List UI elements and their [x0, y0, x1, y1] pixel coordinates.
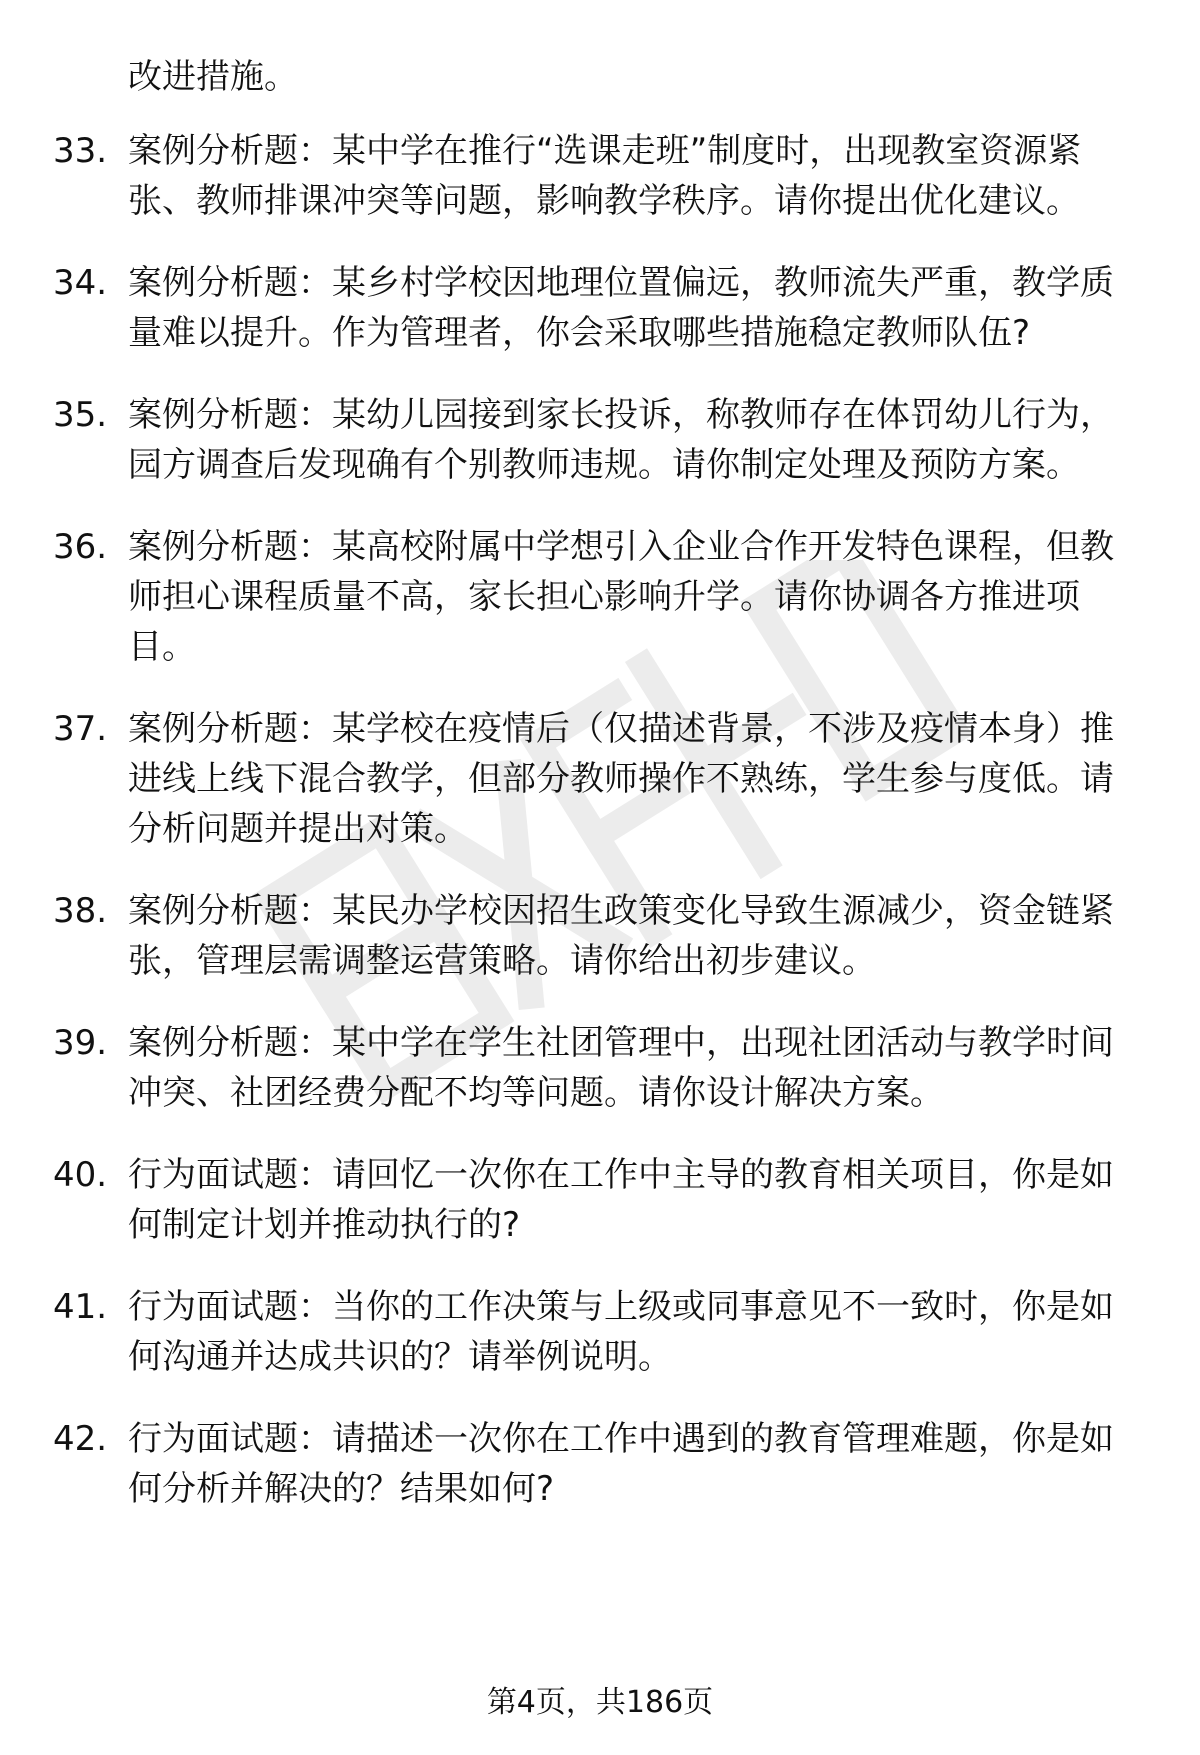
list-item: [53, 1018, 1138, 1118]
item-text: 行为面试题：当你的工作决策与上级或同事意见不一致时，你是如何沟通并达成共识的？请举例说明。: [128, 1287, 1114, 1377]
item-text: 案例分析题：某学校在疫情后（仅描述背景，不涉及疫情本身）推进线上线下混合教学，但部分教师操作不熟练，学生参与度低。请分析问题并提出对策。: [128, 709, 1114, 849]
list-item: [53, 258, 1138, 358]
item-text: 案例分析题：某中学在推行“选课走班”制度时，出现教室资源紧张、教师排课冲突等问题，影响教学秩序。请你提出优化建议。: [128, 131, 1082, 221]
page-footer: [0, 1683, 1200, 1723]
list-item: [53, 390, 1138, 490]
list-item: [53, 886, 1138, 986]
list-item: [53, 1414, 1138, 1514]
item-text: 案例分析题：某民办学校因招生政策变化导致生源减少，资金链紧张，管理层需调整运营策略。请你给出初步建议。: [128, 891, 1114, 981]
list-item: [53, 1282, 1138, 1382]
item-number: 42.: [53, 1419, 108, 1459]
list-item: [53, 1150, 1138, 1250]
item-text: 案例分析题：某中学在学生社团管理中，出现社团活动与教学时间冲突、社团经费分配不均等问题。请你设计解决方案。: [128, 1023, 1114, 1113]
question-list: [0, 52, 1200, 1546]
continuation-text: 改进措施。: [128, 57, 298, 97]
page-number-label: 第4页，共186页: [486, 1685, 714, 1720]
item-number: 37.: [53, 709, 108, 749]
item-number: 38.: [53, 891, 108, 931]
list-item: [53, 522, 1138, 672]
item-number: 41.: [53, 1287, 108, 1327]
list-item: [53, 704, 1138, 854]
item-text: 案例分析题：某乡村学校因地理位置偏远，教师流失严重，教学质量难以提升。作为管理者，你会采取哪些措施稳定教师队伍?: [128, 263, 1114, 353]
item-number: 35.: [53, 395, 108, 435]
item-number: 34.: [53, 263, 108, 303]
item-number: 33.: [53, 131, 108, 171]
list-item: [53, 126, 1138, 226]
item-text: 案例分析题：某幼儿园接到家长投诉，称教师存在体罚幼儿行为，园方调查后发现确有个别教师违规。请你制定处理及预防方案。: [128, 395, 1114, 485]
item-number: 36.: [53, 527, 108, 567]
item-number: 39.: [53, 1023, 108, 1063]
item-number: 40.: [53, 1155, 108, 1195]
item-text: 案例分析题：某高校附属中学想引入企业合作开发特色课程，但教师担心课程质量不高，家长担心影响升学。请你协调各方推进项目。: [128, 527, 1114, 667]
item-text: 行为面试题：请回忆一次你在工作中主导的教育相关项目，你是如何制定计划并推动执行的?: [128, 1155, 1114, 1245]
item-text: 行为面试题：请描述一次你在工作中遇到的教育管理难题，你是如何分析并解决的？结果如何?: [128, 1419, 1114, 1509]
